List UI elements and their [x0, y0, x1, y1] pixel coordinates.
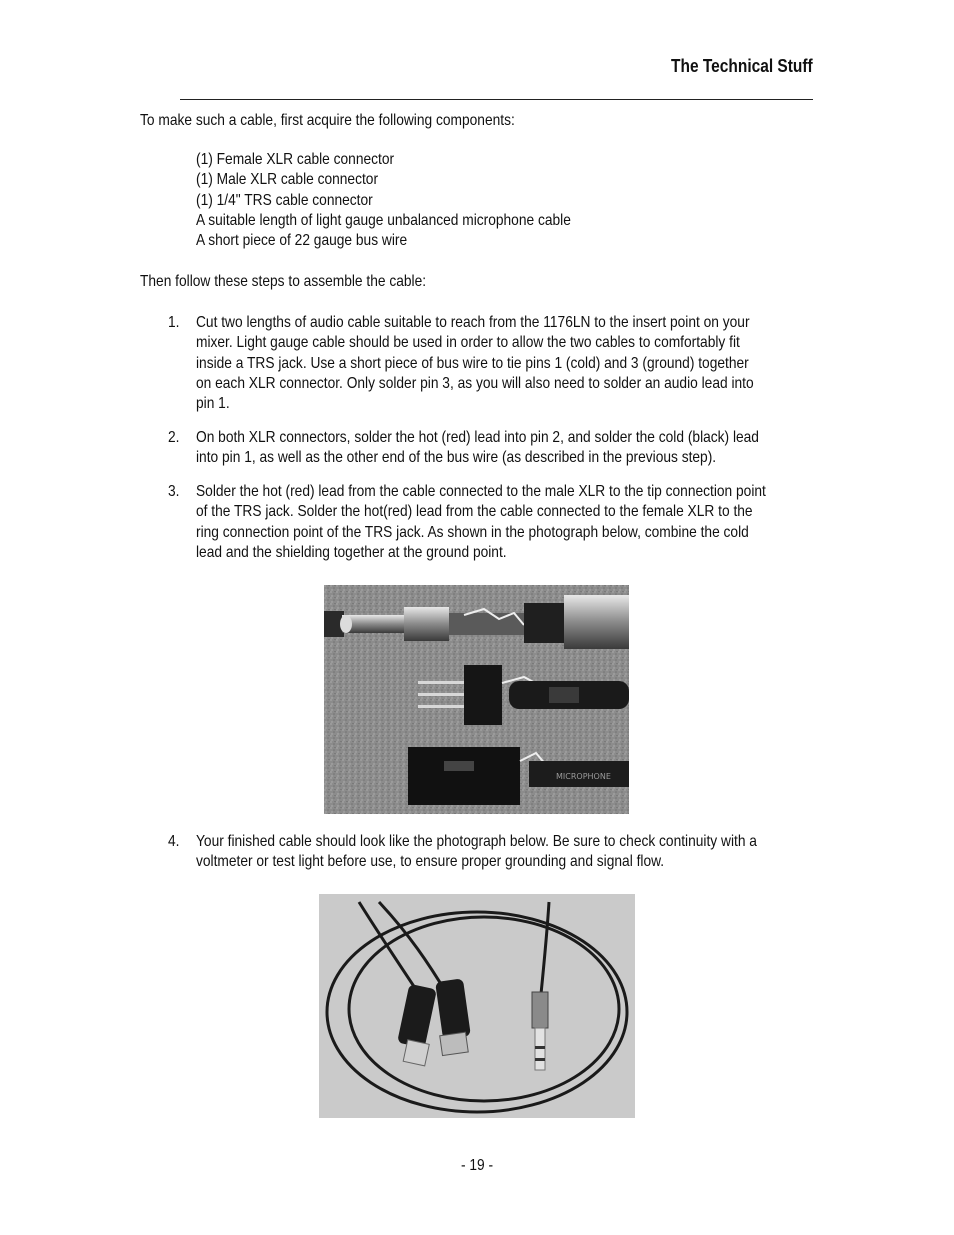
svg-text:MICROPHONE: MICROPHONE: [556, 772, 611, 781]
step-number: 3.: [168, 483, 180, 500]
step-body: [196, 482, 813, 563]
finished-cable-photo: [319, 894, 635, 1118]
step-line: Cut two lengths of audio cable suitable to reach from the 1176LN to the insert point on your: [196, 314, 750, 331]
step-line: into pin 1, as well as the other end of the bus wire (as described in the previous step).: [196, 449, 717, 467]
step-number: 4.: [168, 833, 180, 850]
step-line: pin 1.: [196, 395, 230, 413]
step-line: on each XLR connector. Only solder pin 3, as you will also need to solder an audio lead into: [196, 374, 754, 392]
step-body: [196, 428, 813, 469]
step-body: [196, 313, 813, 414]
page-number: - 19 -: [460, 1157, 494, 1174]
step-line: On both XLR connectors, solder the hot (red) lead into pin 2, and solder the cold (black) lead: [196, 429, 759, 446]
step-number: 1.: [168, 314, 180, 331]
component-item: (1) Female XLR cable connector: [196, 151, 395, 168]
component-item: A short piece of 22 gauge bus wire: [196, 232, 408, 250]
step-line: ring connection point of the TRS jack. As shown in the photograph below, combine the cold: [196, 523, 749, 541]
component-item: (1) Male XLR cable connector: [196, 171, 379, 189]
step-line: of the TRS jack. Solder the hot(red) lead from the cable connected to the female XLR to the: [196, 503, 753, 521]
steps-intro-paragraph: Then follow these steps to assemble the cable:: [140, 273, 427, 290]
step-body: [196, 832, 813, 873]
connector-wiring-photo: [324, 585, 629, 814]
page-header-title: The Technical Stuff: [671, 56, 813, 76]
step-line: lead and the shielding together at the ground point.: [196, 543, 507, 561]
component-item: (1) 1/4" TRS cable connector: [196, 191, 373, 209]
intro-paragraph: To make such a cable, first acquire the following components:: [140, 112, 515, 129]
header-rule: [180, 99, 813, 100]
step-line: inside a TRS jack. Use a short piece of bus wire to tie pins 1 (cold) and 3 (ground) together: [196, 354, 749, 372]
component-item: A suitable length of light gauge unbalanced microphone cable: [196, 211, 571, 229]
step-line: Solder the hot (red) lead from the cable connected to the male XLR to the tip connection point: [196, 483, 766, 500]
components-list: [196, 150, 632, 251]
step-number: 2.: [168, 429, 180, 446]
step-line: Your finished cable should look like the photograph below. Be sure to check continuity with a: [196, 833, 757, 850]
step-line: mixer. Light gauge cable should be used in order to allow the two cables to comfortably fit: [196, 334, 740, 352]
step-line: voltmeter or test light before use, to ensure proper grounding and signal flow.: [196, 853, 665, 871]
